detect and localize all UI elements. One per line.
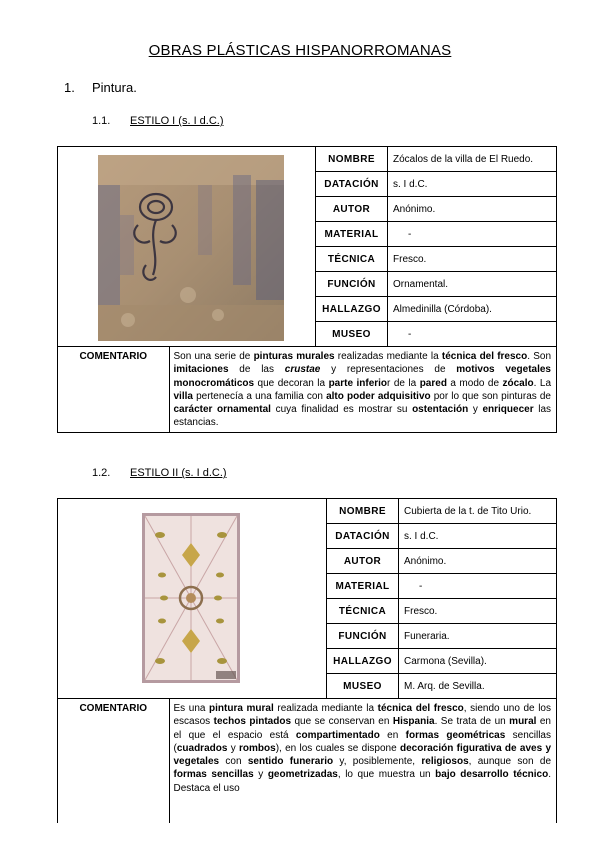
comment-row <box>58 347 557 433</box>
comment-emphasis: geometrizadas <box>267 769 338 781</box>
field-label: FUNCIÓN <box>327 624 399 649</box>
comment-emphasis: pintura mural <box>209 703 274 714</box>
comment-emphasis: enriquecer <box>482 404 534 416</box>
field-label: AUTOR <box>327 549 399 574</box>
field-value: - <box>388 222 557 247</box>
field-label: DATACIÓN <box>327 524 399 549</box>
comment-emphasis: parte inferio <box>328 377 388 389</box>
artwork-table-2 <box>57 498 557 823</box>
comment-emphasis: religiosos <box>421 756 469 768</box>
field-value: M. Arq. de Sevilla. <box>399 674 557 699</box>
field-value: s. I d.C. <box>388 172 557 197</box>
comment-text: Son una serie de pinturas murales realizadas mediante la técnica del fresco. Son imitaciones de las crustae y representaciones de motivos vegetales monocromáticos que decoran la parte inferior de la pared a modo de zócalo. La villa pertenecía a una familia con alto poder adquisitivo por lo que son pinturas de carácter ornamental cuya finalidad es mostrar su ostentación y enriquecer las estancias. <box>173 351 552 429</box>
field-value: Fresco. <box>399 599 557 624</box>
field-value: Anónimo. <box>399 549 557 574</box>
comment-emphasis: ostentación <box>412 404 469 416</box>
field-label: MATERIAL <box>316 222 388 247</box>
comment-emphasis: Hispania <box>392 716 435 728</box>
field-value: Cubierta de la t. de Tito Urio. <box>399 499 557 524</box>
field-label: NOMBRE <box>327 499 399 524</box>
field-value: Carmona (Sevilla). <box>399 649 557 674</box>
comment-emphasis: villa <box>173 390 193 402</box>
subsection-heading-1 <box>92 115 224 127</box>
comment-label: COMENTARIO <box>58 347 169 432</box>
field-label: TÉCNICA <box>316 247 388 272</box>
comment-emphasis: pinturas murales <box>253 351 335 362</box>
field-value: Almedinilla (Córdoba). <box>388 297 557 322</box>
field-label: FUNCIÓN <box>316 272 388 297</box>
comment-emphasis: técnica del fresco <box>377 703 464 714</box>
field-label: MUSEO <box>327 674 399 699</box>
artwork-image-cell <box>58 147 316 347</box>
subsection-number: 1.1. <box>92 115 111 127</box>
comment-emphasis: pared <box>419 377 447 389</box>
fresco-zocalo-image <box>98 155 284 341</box>
field-label: HALLAZGO <box>316 297 388 322</box>
comment-emphasis: bajo desarrollo técnico <box>435 769 549 781</box>
comment-emphasis: motivos vegetales monocromáticos <box>173 364 551 389</box>
section-number: 1. <box>64 80 75 95</box>
subsection-number: 1.2. <box>92 467 111 479</box>
field-value: - <box>388 322 557 347</box>
comment-emphasis: crustae <box>284 364 321 376</box>
field-label: TÉCNICA <box>327 599 399 624</box>
comment-label: COMENTARIO <box>58 699 169 823</box>
comment-emphasis: técnica del fresco <box>441 351 528 362</box>
field-value: - <box>399 574 557 599</box>
comment-emphasis: decoración figurativa de aves y vegetales <box>173 742 552 768</box>
comment-emphasis: formas sencillas <box>173 769 254 781</box>
field-label: AUTOR <box>316 197 388 222</box>
subsection-heading-2 <box>92 467 227 479</box>
field-label: NOMBRE <box>316 147 388 172</box>
comment-text: Es una pintura mural realizada mediante la técnica del fresco, siendo uno de los escasos techos pintados que se conservan en Hispania. Se trata de un mural en el que el espacio está compartimentado en formas geométricas sencillas (cuadrados y rombos), en los cuales se dispone decoración figurativa de aves y vegetales con sentido funerario y, posiblemente, religiosos, aunque son de formas sencillas y geometrizadas, lo que muestra un bajo desarrollo técnico. Destaca el uso <box>173 703 552 794</box>
comment-emphasis: compartimentado <box>295 729 380 741</box>
field-label: DATACIÓN <box>316 172 388 197</box>
section-heading <box>64 80 137 95</box>
field-label: HALLAZGO <box>327 649 399 674</box>
artwork-image-cell <box>58 499 327 699</box>
comment-emphasis: formas geométricas <box>405 729 506 741</box>
field-label: MUSEO <box>316 322 388 347</box>
field-value: Funeraria. <box>399 624 557 649</box>
comment-emphasis: imitaciones <box>173 364 229 376</box>
field-value: Ornamental. <box>388 272 557 297</box>
field-value: Anónimo. <box>388 197 557 222</box>
comment-emphasis: zócalo <box>502 377 534 389</box>
field-value: Zócalos de la villa de El Ruedo. <box>388 147 557 172</box>
comment-emphasis: cuadrados <box>176 742 228 754</box>
page-title: OBRAS PLÁSTICAS HISPANORROMANAS <box>148 42 452 59</box>
comment-emphasis: alto poder adquisitivo <box>326 390 431 402</box>
field-label: MATERIAL <box>327 574 399 599</box>
field-value: s. I d.C. <box>399 524 557 549</box>
comment-emphasis: techos pintados <box>213 716 292 728</box>
comment-emphasis: mural <box>509 716 537 728</box>
field-value: Fresco. <box>388 247 557 272</box>
comment-emphasis: rombos <box>239 742 276 754</box>
comment-emphasis: carácter ornamental <box>173 404 271 416</box>
painted-ceiling-image <box>142 513 240 683</box>
comment-emphasis: sentido funerario <box>247 756 334 768</box>
artwork-table-1 <box>57 146 557 433</box>
subsection-title: ESTILO II (s. I d.C.) <box>130 467 227 479</box>
section-label: Pintura. <box>92 80 137 95</box>
subsection-title: ESTILO I (s. I d.C.) <box>130 115 224 127</box>
comment-row <box>58 699 557 824</box>
